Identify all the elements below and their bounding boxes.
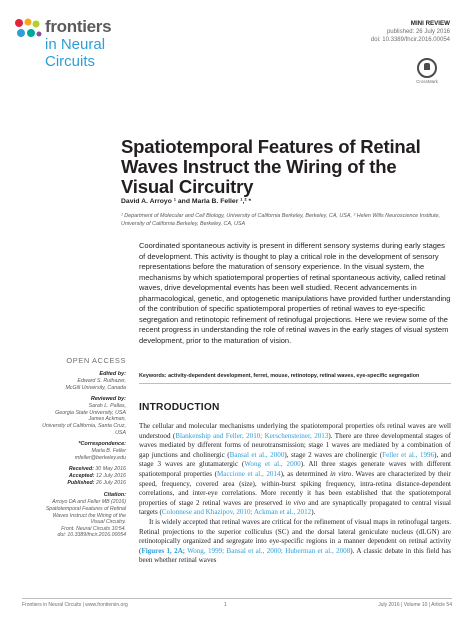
doi-link[interactable]: doi: 10.3389/fncir.2016.00054 [370, 37, 450, 43]
citation-line: Arroyo DA and Feller MB (2016) [52, 499, 126, 506]
reference-link[interactable]: Blankenship and Feller, 2010; Kerschensteiner, 2013 [175, 431, 329, 440]
keywords-values: activity-dependent development, ferret, mouse, retinotopy, retinal waves, eye-specific segregation [168, 373, 420, 379]
received-date: Received: 30 May 2016 [68, 466, 126, 473]
article-type: MINI REVIEW [410, 20, 450, 27]
citation-line: Front. Neural Circuits 10:54. [61, 525, 126, 532]
reviewer-affiliation: University of California, Santa Cruz, [42, 422, 126, 429]
reviewed-by-label: Reviewed by: [90, 396, 126, 403]
article-meta [371, 20, 450, 44]
correspondence-name: Marla B. Feller [91, 448, 126, 455]
accepted-date: Accepted: 12 July 2016 [68, 473, 126, 480]
crossmark-icon [417, 58, 437, 78]
editor-name: Edward S. Ruthazer, [77, 378, 126, 384]
footer-issue: July 2016 | Volume 10 | Article 54 [378, 602, 452, 608]
article-title: Spatiotemporal Features of Retinal Waves Instruct the Wiring of the Visual Circuitry [121, 136, 421, 197]
reviewer-name: James Ackman, [88, 416, 126, 423]
keywords [139, 373, 451, 379]
crossmark-badge[interactable] [414, 58, 440, 84]
reference-link[interactable]: Wong, 1999; Bansal et al., 2000; Huberman et al., 2008 [187, 546, 351, 555]
affiliations: ¹ Department of Molecular and Cell Biology, University of California Berkeley, Berkeley, CA, USA, ² Helen Wills Neuroscience Institute, University of California Berkeley, Berkeley, CA, USA [121, 213, 441, 227]
citation-doi[interactable]: doi: 10.3389/fncir.2016.00054 [57, 532, 126, 539]
body-text [139, 422, 451, 566]
published-date: published: 26 July 2016 [386, 29, 450, 35]
page-number: 1 [224, 602, 227, 608]
paragraph: The cellular and molecular mechanisms underlying the spatiotemporal properties ofs retinal waves are well understood (Blankenship and Feller, 2010; Kerschensteiner, 2013). There are three developmental stages of waves mediated by different forms of neurotransmission; stage 1 waves are mediated by a combination of gap junctions and cholinergic (Bansal et al., 2000), stage 2 waves are cholinergic (Feller et al., 1996), and stage 3 waves are glutamatergic (Wong et al., 2000). All three stages generate waves with different spatiotemporal properties (Maccione et al., 2014), as determined in vitro. Waves are characterized by their speed, frequency, covered area (size), within-burst spiking frequency, intra-retina distance-dependent correlations, and inter-eye correlations. More recently it has been established that the spatiotemporal properties of stage 2 retinal waves are preserved in vivo and are synaptically propagated to central visual targets (Colonnese and Khazipov, 2010; Ackman et al., 2012). [139, 422, 452, 517]
reviewer-affiliation: Georgia State University, USA [55, 409, 126, 416]
editor-affiliation: McGill University, Canada [65, 384, 126, 391]
open-access-label: OPEN ACCESS [66, 356, 126, 365]
correspondence-email[interactable]: mfeller@berkeley.edu [74, 454, 126, 461]
frontiers-logo-icon [14, 18, 42, 40]
citation-line: Visual Circuitry. [90, 519, 126, 526]
journal-name: in Neural Circuits [45, 36, 106, 70]
reference-link[interactable]: Bansal et al., 2000 [229, 450, 285, 459]
article-sidebar [30, 356, 126, 539]
journal-logo[interactable] [14, 12, 134, 70]
section-heading: INTRODUCTION [139, 402, 220, 413]
figure-link[interactable]: Figures 1, 2A [141, 546, 183, 555]
citation-line: Spatiotemporal Features of Retinal [45, 505, 126, 512]
reference-link[interactable]: Feller et al., 1996 [382, 450, 435, 459]
reference-link[interactable]: Colonnese and Khazipov, 2010; Ackman et al., 2012 [161, 508, 312, 517]
reviewer-name: Sarah L. Pallas, [88, 403, 126, 410]
published-date-sidebar: Published: 26 July 2016 [67, 480, 126, 487]
brand-name: frontiers [45, 17, 112, 36]
divider [139, 383, 451, 384]
reference-link[interactable]: Maccione et al., 2014 [216, 469, 281, 478]
abstract: Coordinated spontaneous activity is present in different sensory systems during early stages of development. This activity is thought to play a critical role in the development of sensory representations before the maturation of sensory experience. In the visual system, the mechanisms by which spatiotemporal properties of retinal spontaneous activity, called retinal waves, drive developmental events has been well studied. Recent advancements in pharmacological, genetic, and optogenetic manipulations have provided further understanding of the contribution of specific spatiotemporal properties of retinal waves to eye-specific segregation and retinotopic refinement of retinofugal projections. Here we review some of the recent progress in understanding the role of retinal waves in the early stages of visual system development, prior to the maturation of vision. [139, 241, 451, 345]
keywords-label: Keywords: [139, 373, 167, 379]
paragraph: It is widely accepted that retinal waves are critical for the refinement of visual maps in retinofugal targets. Retinal projections to the superior colliculus (SC) and the dorsal lateral geniculate nucleus (dLGN) are retinotopically organized and segregate into eye-specific regions in a manner dependent on retinal activity (Figures 1, 2A; Wong, 1999; Bansal et al., 2000; Huberman et al., 2008). A classic debate in this field has been whether retinal waves [139, 517, 452, 565]
author-list[interactable]: David A. Arroyo ¹ and Marla B. Feller ¹,² * [121, 198, 252, 205]
crossmark-label: CrossMark [416, 79, 438, 84]
footer-divider [22, 598, 452, 599]
correspondence-label: *Correspondence: [78, 441, 126, 448]
citation-line: Waves Instruct the Wiring of the [52, 512, 126, 519]
edited-by-label: Edited by: [99, 371, 126, 377]
footer-journal[interactable]: Frontiers in Neural Circuits | www.frontiersin.org [22, 602, 128, 608]
reference-link[interactable]: Wong et al., 2000 [244, 460, 301, 469]
reviewer-affiliation: USA [115, 429, 126, 436]
citation-label: Citation: [103, 492, 126, 499]
